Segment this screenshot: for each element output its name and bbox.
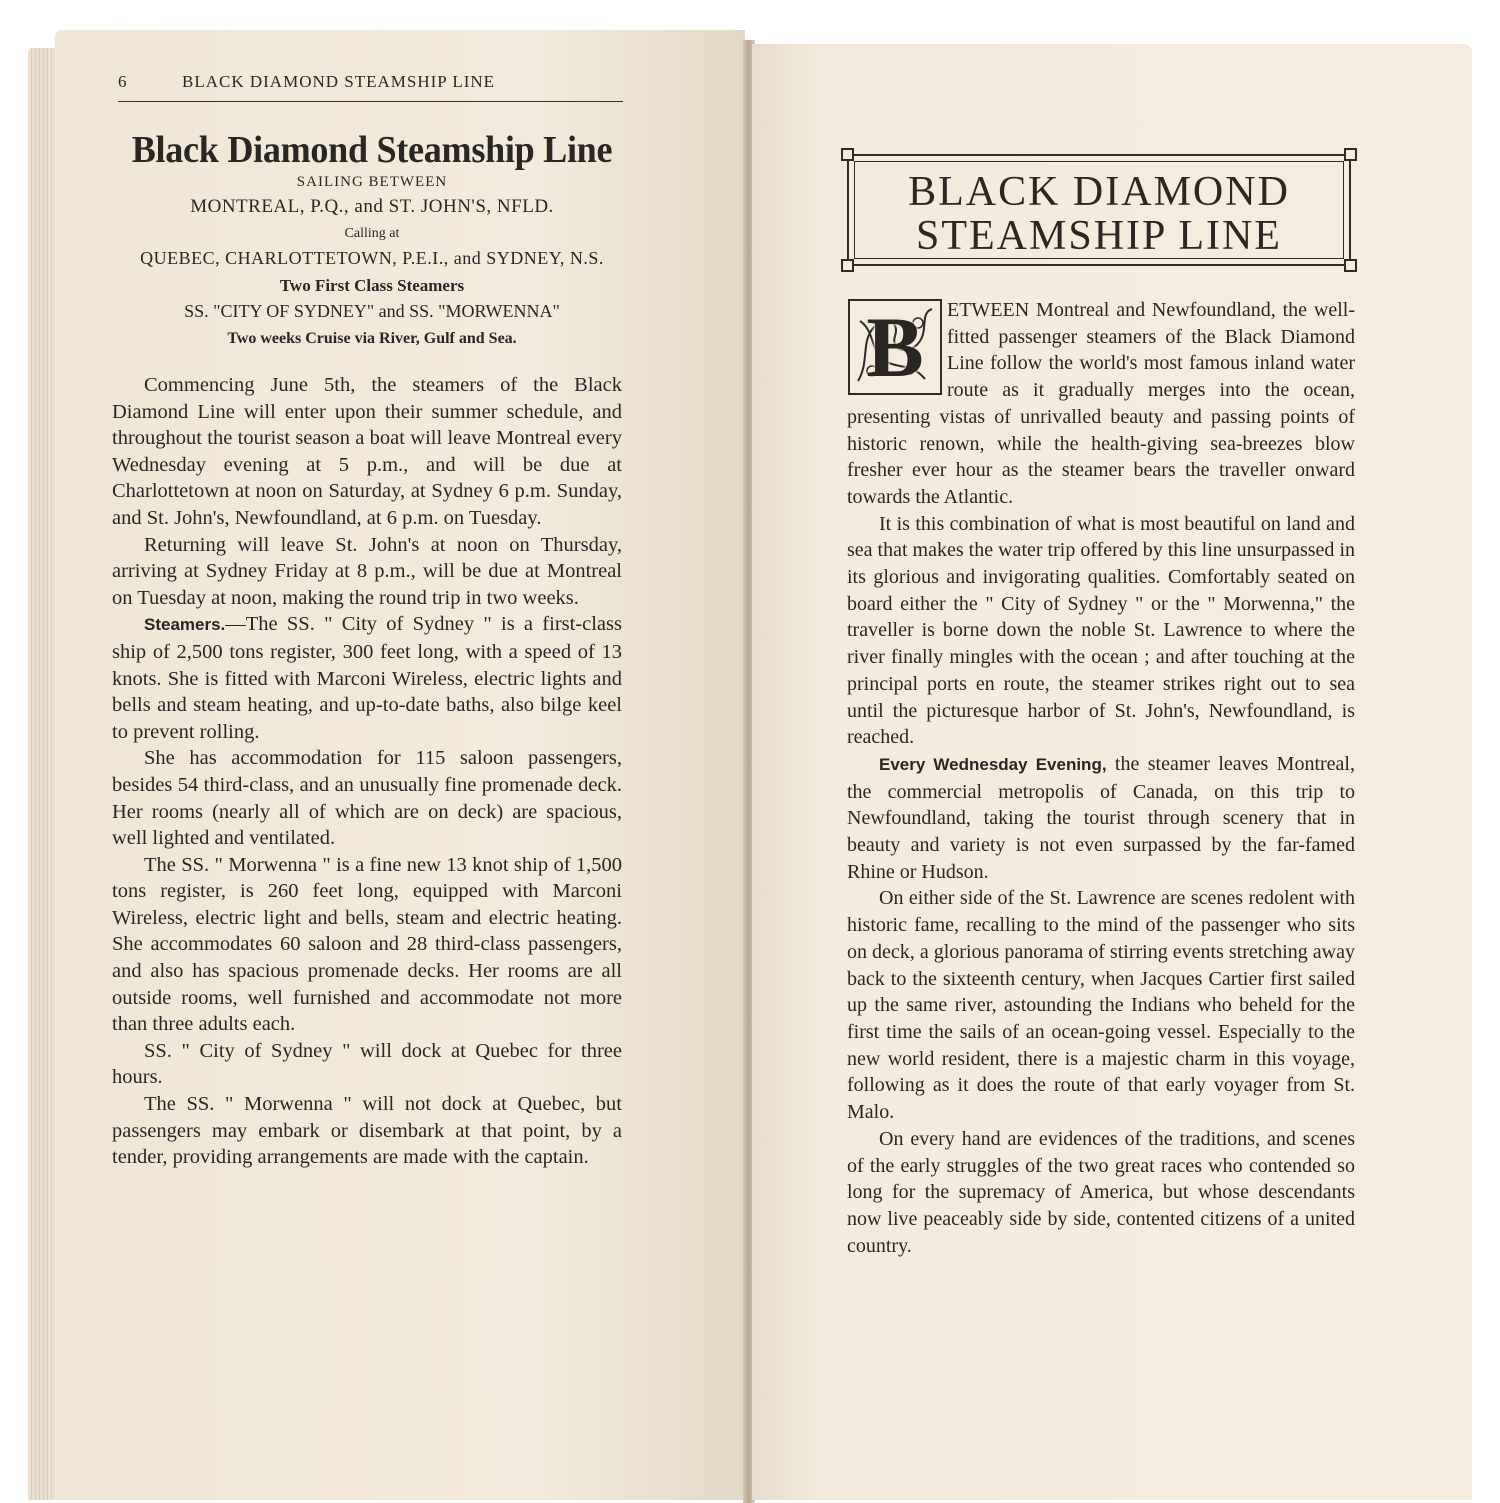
left-page-title: Black Diamond Steamship Line — [131, 129, 613, 171]
dropcap-space — [847, 297, 947, 399]
running-head-text: BLACK DIAMOND STEAMSHIP LINE — [182, 72, 496, 91]
subtitle-calling-at: Calling at — [344, 226, 400, 241]
wednesday-text: the steamer leaves Montreal, the commercial metropolis of Canada, on this trip to Newfoundland, taking the tourist through scenery that in beauty and variety is not even surpassed by the far-famed Rhine or Hudson. — [847, 752, 1355, 883]
right-paragraph-intro — [847, 297, 1355, 511]
right-paragraph-st-lawrence: On either side of the St. Lawrence are scenes redolent with historic fame, recalling to the mind of the passenger who sits on deck, a glorious panorama of stirring events stretching away back to the sixteenth century, when Jacques Cartier first sailed up the same river, astounding the Indians who beheld for the first time the sails of an ocean-going vessel. Especially to the new world resident, there is a majestic charm in this voyage, following as it does the route of that early voyager from St. Malo. — [847, 887, 1355, 1124]
subtitle-sailing-between: SAILING BETWEEN — [296, 174, 448, 190]
right-paragraph-traditions: On every hand are evidences of the traditions, and scenes of the early struggles of the two great races who contended so long for the supremacy of America, but whose descendants now live peaceably side by side, contented citizens of a united country. — [847, 1127, 1355, 1257]
title-line-2: STEAMSHIP LINE — [916, 213, 1282, 259]
frame-corner-ornament — [841, 148, 854, 161]
left-paragraph-quebec-dock: SS. " City of Sydney " will dock at Quebec for three hours. — [112, 1039, 622, 1089]
frame-corner-ornament — [841, 259, 854, 272]
left-paragraph-accommodation: She has accommodation for 115 saloon passengers, besides 54 third-class, and an unusually fine promenade deck. Her rooms (nearly all of which are on deck) are spacious, well lighted and ventilated. — [112, 747, 622, 850]
subtitle-ports: QUEBEC, CHARLOTTETOWN, P.E.I., and SYDNEY, N.S. — [140, 248, 604, 268]
right-paragraph-wednesday — [847, 751, 1355, 886]
subtitle-route: MONTREAL, P.Q., and ST. JOHN'S, NFLD. — [190, 196, 554, 217]
subtitle-cruise: Two weeks Cruise via River, Gulf and Sea. — [227, 330, 517, 347]
subtitle-ship-names: SS. "CITY OF SYDNEY" and SS. "MORWENNA" — [184, 301, 560, 321]
right-page-content — [752, 44, 1472, 1500]
left-paragraph-morwenna: The SS. " Morwenna " is a fine new 13 knot ship of 1,500 tons register, is 260 feet long, equipped with Marconi Wireless, electric light and bells, steam and electric heating. She accommodates 60 saloon and 28 third-class passengers, and also has spacious promenade decks. Her rooms are all outside rooms, well furnished and accommodate not more than three adults each. — [112, 853, 622, 1036]
intro-lead: ETWEEN — [947, 299, 1030, 321]
runin-steamers: Steamers. — [144, 615, 226, 635]
page-edges — [28, 48, 58, 1500]
page-number: 6 — [118, 72, 128, 91]
right-page-title — [849, 170, 1349, 258]
left-paragraph-steamers — [112, 611, 622, 745]
runin-every-wednesday: Every Wednesday Evening, — [879, 754, 1107, 774]
right-body — [847, 297, 1355, 1259]
left-body — [112, 372, 622, 1171]
title-frame — [847, 154, 1351, 266]
intro-text: Montreal and Newfoundland, the well-fitted passenger steamers of the Black Diamond Line follow the world's most famous inland water route as it gradually merges into the ocean, presenting vistas of unrivalled beauty and passing points of historic renown, while the health-giving sea-breezes blow fresher ever hour as the steamer bears the traveller onward towards the Atlantic. — [847, 299, 1355, 508]
subtitle-steamers: Two First Class Steamers — [279, 276, 465, 295]
dropcap-letter: B — [866, 299, 924, 395]
running-head — [118, 72, 623, 102]
left-paragraph-schedule: Commencing June 5th, the steamers of the Black Diamond Line will enter upon their summer schedule, and throughout the tourist season a boat will leave Montreal every Wednesday evening at 5 p.m., and will be due at Charlottetown at noon on Saturday, at Sydney 6 p.m. Sunday, and St. John's, Newfoundland, at 6 p.m. on Tuesday. — [112, 374, 622, 529]
left-paragraph-returning: Returning will leave St. John's at noon on Thursday, arriving at Sydney Friday at 8 p.m., will be due at Montreal on Tuesday at noon, making the round trip in two weeks. — [112, 533, 622, 609]
title-line-1: BLACK DIAMOND — [908, 169, 1290, 215]
steamers-text: —The SS. " City of Sydney " is a first-class ship of 2,500 tons register, 300 feet long, with a speed of 13 knots. She is fitted with Marconi Wireless, electric lights and bells and steam heating, and up-to-date baths, also bilge keel to prevent rolling. — [112, 613, 622, 743]
left-paragraph-tender: The SS. " Morwenna " will not dock at Quebec, but passengers may embark or disembark at that point, by a tender, providing arrangements are made with the captain. — [112, 1093, 622, 1169]
frame-corner-ornament — [1344, 148, 1357, 161]
frame-corner-ornament — [1344, 259, 1357, 272]
right-paragraph-combination: It is this combination of what is most beautiful on land and sea that makes the water trip offered by this line unsurpassed in its glorious and invigorating qualities. Comfortably seated on board either the " City of Sydney " or the " Morwenna," the traveller is borne down the noble St. Lawrence to where the river finally mingles with the ocean ; and after touching at the principal ports en route, the steamer strikes right out to sea until the picturesque harbor of St. John's, Newfoundland, is reached. — [847, 512, 1355, 749]
